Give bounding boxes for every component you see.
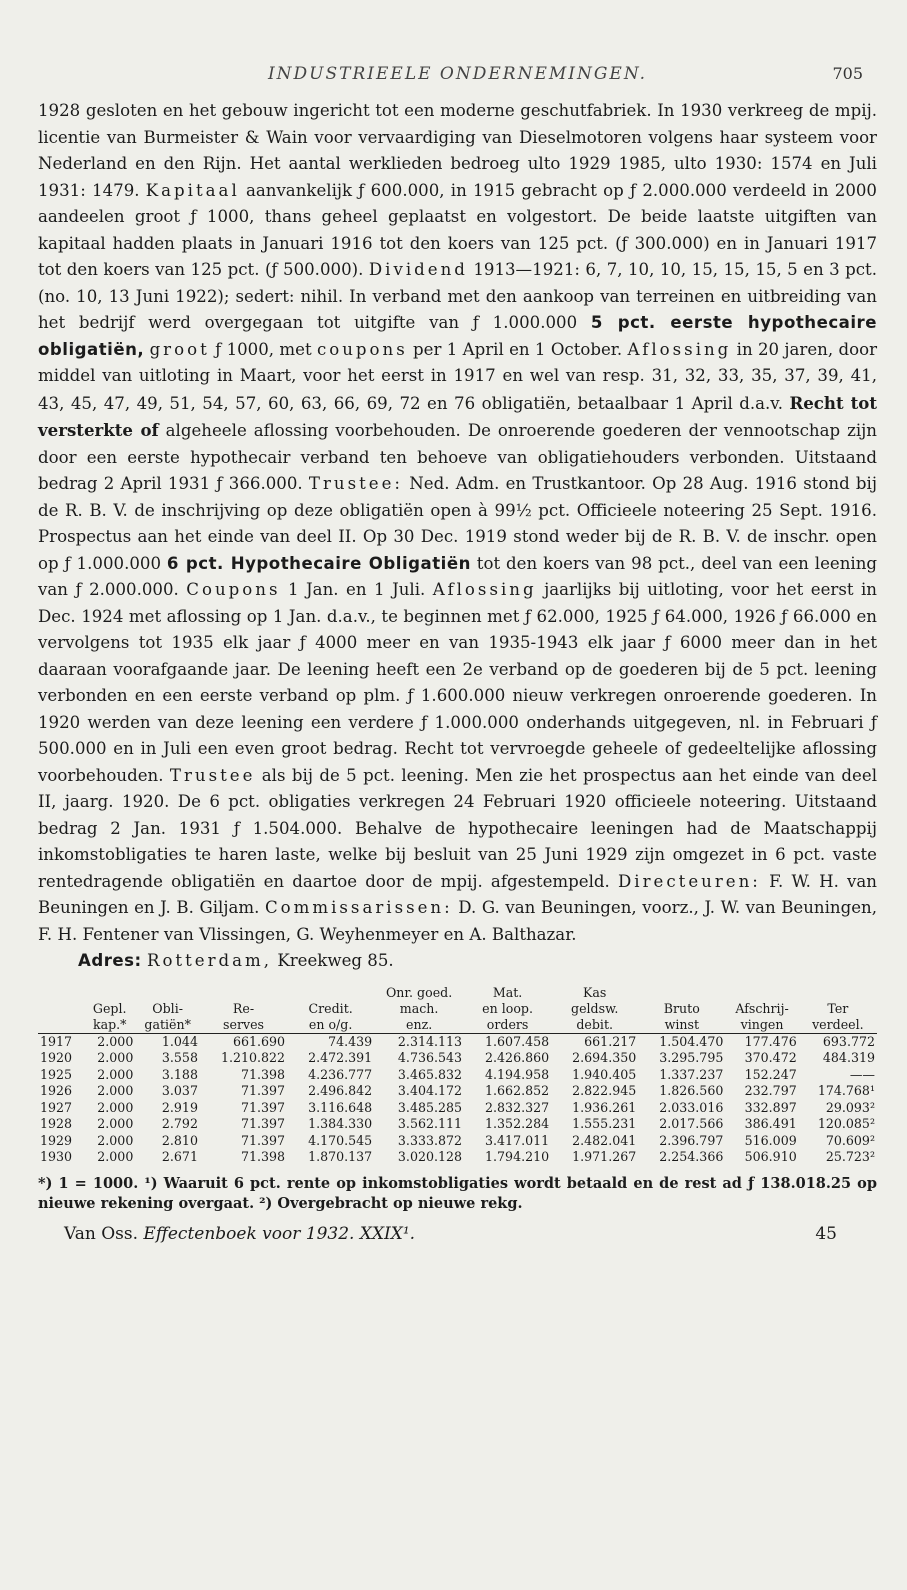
table-cell: 1.607.458	[485, 1033, 550, 1049]
table-cell: 2.000	[97, 1149, 134, 1164]
table-header-cell: Mat.	[492, 984, 523, 1000]
table-row	[38, 1116, 877, 1133]
table-cell: 2.396.797	[659, 1132, 724, 1148]
table-cell: 74.439	[328, 1033, 373, 1049]
table-cell: 3.417.011	[485, 1132, 550, 1148]
table-cell: 2.000	[97, 1050, 134, 1065]
text-aflossing-2: jaarlijks bij uitloting, voor het eerst in Dec. 1924 met aflossing op 1 Jan. d.a.v., te beginnen met ƒ 62.000, 1925 ƒ 64.000, 1926 ƒ 66.000 en vervolgens tot 1935 elk jaar ƒ 4000 meer en van 1935-1943 elk jaar ƒ 6000 meer dan in het daaraan voorafgaande jaar. De leening heeft een 2e verband op de goederen bij de 5 pct. leening verbonden en een eerste verband op plm. ƒ 1.600.000 nieuw verkregen onroerende goederen. In 1920 werden van deze leening een verdere ƒ 1.000.000 onderhands uitgegeven, nl. in Februari ƒ 500.000 en in Juli een even groot bedrag. Recht tot vervroegde geheele of gedeeltelijke aflossing voorbehouden.	[38, 580, 877, 785]
table-cell: 3.295.795	[659, 1050, 724, 1065]
text-trustee: Ned. Adm. en Trustkantoor. Op 28 Aug. 1916 stond bij de R. B. V. de inschrijving op deze obligatiën open à 99½ pct. Officieele noteering 25 Sept. 1916. Prospectus aan het einde van deel II. Op 30 Dec. 1919 stond weder bij de R. B. V. de inschr. open op ƒ 1.000.000	[38, 474, 878, 573]
table-cell-year: 1928	[40, 1116, 73, 1131]
table-header-cell: orders	[464, 1017, 551, 1034]
table-cell-year: 1927	[40, 1099, 73, 1115]
table-cell: 1.504.470	[659, 1033, 724, 1049]
table-cell: 2.314.113	[397, 1033, 463, 1049]
table-cell: 2.000	[97, 1033, 134, 1049]
table-cell-year: 1929	[40, 1132, 73, 1148]
table-header-cell: kap.*	[84, 1017, 135, 1034]
text-aflossing: in 20 jaren, door middel van uitloting in Maart, voor het eerst in 1917 en wel van resp. 31, 32, 33, 35, 37, 39, 41, 43, 45, 47, 49, 51, 54, 57, 60, 63, 66, 69, 72 en 76 obligatiën, betaalbaar 1 April d.a.v.	[38, 339, 877, 413]
table-header-cell	[38, 1001, 84, 1017]
table-cell: 1.337.237	[659, 1066, 724, 1082]
table-header-cell: Gepl.	[92, 1000, 127, 1016]
table-cell: 1.210.822	[220, 1050, 286, 1065]
source-line	[64, 1224, 415, 1244]
table-cell: 3.558	[161, 1050, 198, 1065]
table-cell: 2.792	[161, 1116, 198, 1131]
text-directeuren: F. W. H. van Beuningen en J. B. Giljam.	[38, 871, 877, 917]
table-cell: 3.188	[161, 1066, 198, 1082]
table-cell: 516.009	[744, 1132, 797, 1148]
label-commissarissen: Commissarissen:	[264, 898, 453, 917]
table-header-cell: en o/g.	[287, 1017, 374, 1034]
table-header-cell	[287, 985, 374, 1001]
table-cell: 3.333.872	[397, 1132, 463, 1148]
table-cell: 4.736.543	[397, 1050, 463, 1065]
table-cell: 484.319	[822, 1050, 875, 1065]
table-cell: 2.496.842	[308, 1083, 373, 1098]
table-cell-year: 1917	[40, 1033, 73, 1049]
table-cell: 4.194.958	[485, 1066, 550, 1082]
text-6pct: tot den koers van 98 pct., deel van een leening van ƒ 2.000.000.	[38, 553, 878, 599]
table-cell: 506.910	[744, 1149, 797, 1164]
page-number: 705	[832, 64, 863, 83]
table-cell: 177.476	[744, 1033, 797, 1049]
table-cell: 2.472.391	[308, 1050, 373, 1065]
table-header-cell: enz.	[374, 1017, 464, 1034]
table-header-row	[38, 985, 877, 1001]
text-coupons: per 1 April en 1 October.	[407, 339, 628, 359]
table-cell: 71.397	[241, 1116, 286, 1131]
table-cell: 3.485.285	[397, 1099, 463, 1115]
table-header-cell: Credit.	[308, 1000, 353, 1016]
footnote: *) 1 = 1000. ¹) Waaruit 6 pct. rente op inkomstobligaties wordt betaald en de rest ad ƒ 138.018.25 op nieuwe rekening overgaat. ²) Overgebracht op nieuwe rekg.	[38, 1174, 877, 1212]
financial-table-header	[38, 985, 877, 1034]
label-groot: groot	[149, 339, 210, 359]
table-row	[38, 1033, 877, 1050]
label-aflossing-2: Aflossing	[432, 580, 537, 599]
table-header-cell: vingen	[725, 1017, 798, 1034]
body-text	[38, 98, 877, 975]
table-cell: 2.000	[97, 1116, 134, 1131]
footer-author: Van Oss.	[64, 1223, 138, 1244]
table-cell: 29.093²	[825, 1099, 875, 1115]
table-header-cell	[38, 1017, 84, 1034]
label-directeuren: Directeuren:	[618, 871, 761, 891]
table-header-cell: Afschrij-	[735, 1000, 789, 1016]
table-cell: 2.919	[161, 1099, 198, 1115]
table-header-cell: serves	[200, 1017, 287, 1034]
table-cell: 2.033.016	[659, 1099, 724, 1115]
table-cell: 3.116.648	[308, 1099, 373, 1115]
table-cell: 232.797	[744, 1083, 797, 1098]
table-cell: 120.085²	[817, 1116, 875, 1131]
table-header-cell: Obli-	[152, 1000, 183, 1016]
table-cell: 71.398	[241, 1149, 286, 1164]
table-row	[38, 1100, 877, 1117]
table-header-cell	[84, 985, 135, 1001]
running-title: INDUSTRIEELE ONDERNEMINGEN.	[267, 64, 648, 84]
table-cell: 2.017.566	[659, 1116, 724, 1131]
footer-volume: XXIX¹.	[359, 1223, 416, 1244]
table-cell-year: 1925	[40, 1066, 73, 1082]
table-header-cell: Onr. goed.	[385, 984, 453, 1000]
table-cell: 25.723²	[825, 1149, 875, 1164]
table-header-cell	[38, 985, 84, 1001]
table-cell: 4.170.545	[308, 1132, 373, 1148]
table-cell: 152.247	[744, 1066, 797, 1082]
table-cell: 2.832.327	[485, 1099, 550, 1115]
table-cell: 1.936.261	[572, 1099, 637, 1115]
label-5pct-obligaties: 5 pct. eerste hypothecaire obligatiën,	[38, 313, 877, 359]
table-header-cell: winst	[638, 1017, 725, 1034]
table-cell: 3.037	[161, 1083, 198, 1098]
table-cell: 2.000	[97, 1099, 134, 1115]
table-cell: 332.897	[744, 1099, 797, 1115]
table-cell: 1.044	[161, 1033, 198, 1049]
table-cell: 70.609²	[825, 1132, 875, 1148]
text-trustee-2: als bij de 5 pct. leening. Men zie het prospectus aan het einde van deel II, jaarg. 1920. De 6 pct. obligaties verkregen 24 Februari 1920 officieele noteering. Uitstaand bedrag 2 Jan. 1931 ƒ 1.504.000. Behalve de hypothecaire leeningen had de Maatschappij inkomstobligaties te haren laste, welke bij besluit van 25 Juni 1929 zijn omgezet in 6 pct. vaste rentedragende obligatiën en daartoe door de mpij. afgestempeld.	[38, 765, 877, 891]
table-header-cell	[135, 985, 200, 1001]
adres-city: Rotterdam,	[146, 951, 273, 970]
table-header-cell	[725, 985, 798, 1001]
label-coupons: coupons	[316, 339, 408, 359]
table-header-cell: Ter	[827, 1000, 849, 1016]
table-cell: 2.671	[161, 1149, 198, 1164]
text-coupons-2: 1 Jan. en 1 Juli.	[280, 580, 433, 599]
table-cell: 71.397	[241, 1132, 286, 1148]
table-header-cell: mach.	[399, 1000, 439, 1016]
table-cell: 3.562.111	[397, 1116, 463, 1131]
table-cell: 1.940.405	[572, 1066, 637, 1082]
table-cell: 2.810	[161, 1132, 198, 1148]
table-cell: 1.555.231	[572, 1116, 637, 1131]
label-kapitaal: Kapitaal	[145, 180, 240, 200]
table-cell: 3.404.172	[397, 1083, 463, 1098]
table-cell: 661.217	[584, 1033, 637, 1049]
table-cell: 370.472	[744, 1050, 797, 1065]
label-aflossing: Aflossing	[627, 339, 732, 359]
table-cell: 3.020.128	[397, 1149, 463, 1164]
financial-table	[38, 985, 877, 1166]
table-cell: 71.397	[241, 1099, 286, 1115]
table-cell: 71.397	[241, 1083, 286, 1098]
table-cell: 386.491	[744, 1116, 797, 1131]
table-cell: ——	[849, 1066, 875, 1082]
label-dividend: Dividend	[368, 260, 468, 279]
text-kapitaal: aanvankelijk ƒ 600.000, in 1915 gebracht op ƒ 2.000.000 verdeeld in 2000 aandeelen groot ƒ 1000, thans geheel geplaatst en volgestort. De beide laatste uitgiften van kapitaal hadden plaats in Januari 1916 tot den koers van 125 pct. (ƒ 300.000) en in Januari 1917 tot den koers van 125 pct. (ƒ 500.000).	[38, 180, 877, 279]
table-cell: 1.826.560	[659, 1083, 724, 1098]
financial-table-body	[38, 1033, 877, 1166]
table-cell: 2.000	[97, 1083, 134, 1098]
label-recht: Recht tot versterkte of	[38, 392, 877, 440]
table-header-cell: gatiën*	[135, 1017, 200, 1034]
table-header-cell: en loop.	[482, 1000, 533, 1016]
table-cell: 2.426.860	[485, 1050, 550, 1065]
label-6pct-obligaties: 6 pct. Hypothecaire Obligatiën	[166, 553, 471, 573]
page-header	[38, 56, 877, 90]
table-cell: 1.352.284	[485, 1116, 550, 1131]
table-header-cell: geldsw.	[571, 1000, 619, 1016]
table-cell: 1.870.137	[308, 1149, 373, 1164]
table-cell-year: 1926	[40, 1083, 73, 1098]
table-cell: 2.000	[97, 1132, 134, 1148]
table-cell-year: 1930	[40, 1149, 73, 1164]
table-cell: 1.384.330	[308, 1116, 373, 1131]
table-header-row	[38, 1017, 877, 1034]
label-trustee: Trustee:	[308, 474, 404, 493]
label-coupons-2: Coupons	[186, 580, 281, 599]
table-cell: 693.772	[822, 1033, 875, 1049]
table-header-cell	[200, 985, 287, 1001]
text-dividend: 1913—1921: 6, 7, 10, 10, 15, 15, 15, 5 en 3 pct. (no. 10, 13 Juni 1922); sedert: nihil. In verband met den aankoop van terreinen en uitbreiding van het bedrijf werd overgegaan tot uitgifte van ƒ 1.000.000	[38, 260, 877, 332]
adres-street: Kreekweg 85.	[272, 951, 394, 970]
table-header-cell	[799, 985, 877, 1001]
table-cell: 4.236.777	[308, 1066, 373, 1082]
table-cell: 1.794.210	[485, 1149, 550, 1164]
table-header-cell: debit.	[551, 1017, 638, 1034]
table-cell: 3.465.832	[397, 1066, 463, 1082]
table-header-cell: verdeel.	[799, 1017, 877, 1034]
table-cell: 71.398	[241, 1066, 286, 1082]
table-cell: 2.822.945	[572, 1083, 637, 1098]
paragraph-intro: 1928 gesloten en het gebouw ingericht tot een moderne geschutfabriek. In 1930 verkreeg de mpij. licentie van Burmeister & Wain voor vervaardiging van Dieselmotoren volgens haar systeem voor Nederland en den Rijn. Het aantal werklieden bedroeg ulto 1929 1985, ulto 1930: 1574 en Juli 1931: 1479.	[38, 101, 877, 200]
table-row	[38, 1067, 877, 1084]
page-footer	[38, 1224, 877, 1254]
table-header-cell	[638, 985, 725, 1001]
footer-title: Effectenboek voor 1932.	[143, 1223, 355, 1244]
text-commissarissen: D. G. van Beuningen, voorz., J. W. van Beuningen, F. H. Fentener van Vlissingen, G. Weyhenmeyer en A. Balthazar.	[38, 898, 877, 944]
label-adres: Adres:	[78, 951, 142, 970]
text-verband: algeheele aflossing voorbehouden. De onroerende goederen der vennootschap zijn door een eerste hypothecair verband ten behoeve van obligatiehouders verbonden. Uitstaand bedrag 2 April 1931 ƒ 366.000.	[38, 421, 877, 493]
table-header-cell: Re-	[232, 1000, 255, 1016]
table-cell: 2.694.350	[572, 1050, 637, 1065]
table-row	[38, 1133, 877, 1150]
table-cell: 2.482.041	[572, 1132, 637, 1148]
table-cell: 1.662.852	[485, 1083, 550, 1098]
table-row	[38, 1149, 877, 1166]
text-groot: ƒ 1000, met	[209, 339, 317, 359]
table-cell-year: 1920	[40, 1050, 73, 1065]
table-header-cell: Kas	[583, 984, 607, 1000]
table-cell: 174.768¹	[817, 1083, 875, 1098]
table-cell: 2.254.366	[659, 1149, 724, 1164]
table-row	[38, 1050, 877, 1067]
table-header-cell: Bruto	[663, 1000, 700, 1016]
table-header-row	[38, 1001, 877, 1017]
table-row	[38, 1083, 877, 1100]
label-trustee-2: Trustee	[169, 765, 256, 785]
table-cell: 661.690	[232, 1033, 286, 1049]
signature-number: 45	[815, 1223, 837, 1244]
table-cell: 2.000	[97, 1066, 134, 1082]
table-cell: 1.971.267	[572, 1149, 637, 1164]
